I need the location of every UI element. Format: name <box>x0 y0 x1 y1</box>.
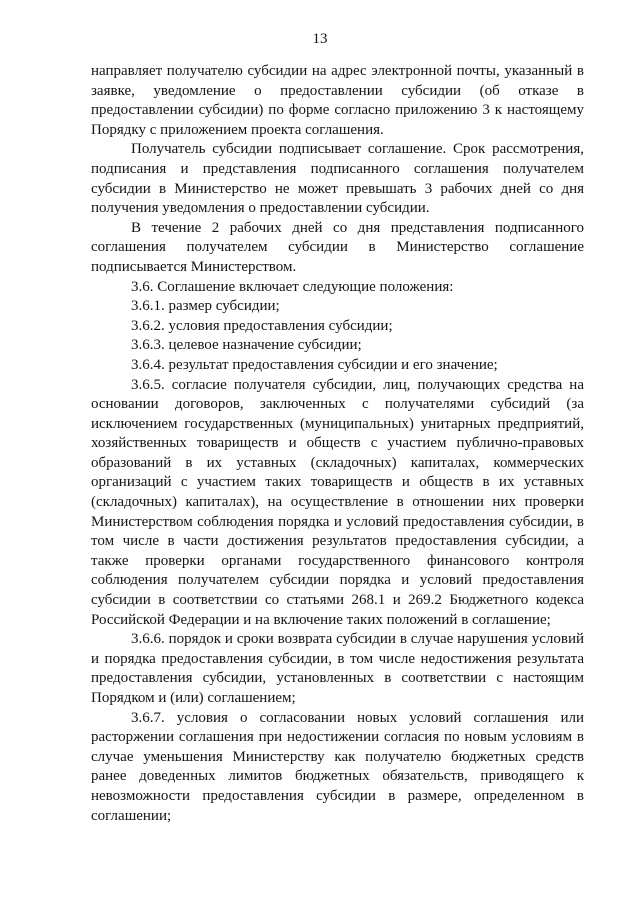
paragraph-3-6-2: 3.6.2. условия предоставления субсидии; <box>131 317 393 334</box>
paragraph-ministry-signing: В течение 2 рабочих дней со дня представления подписанного соглашения получателем субсидии в Министерство соглашение подписывается Министерством. <box>91 219 584 275</box>
page-number: 13 <box>312 31 328 47</box>
paragraph-3-6-4: 3.6.4. результат предоставления субсидии и его значение; <box>131 356 498 373</box>
paragraph-3-6-5: 3.6.5. согласие получателя субсидии, лиц, получающих средства на основании договоров, заключенных с получателями субсидий (за исключением государственных (муниципальных) унитарных предприятий, хозяйственных товариществ и обществ с участием публично-правовых образований в их уставных (складочных) капиталах, коммерческих организаций с участием таких товариществ и обществ в их уставных (складочных) капиталах), на осуществление в отношении них проверки Министерством соблюдения порядка и условий предоставления субсидии, в том числе в части достижения результатов предоставления субсидии, а также проверки органами государственного финансового контроля соблюдения получателем субсидии порядка и условий предоставления субсидии в соответствии со статьями 268.1 и 269.2 Бюджетного кодекса Российской Федерации и на включение таких положений в соглашение; <box>91 376 584 628</box>
paragraph-notification: направляет получателю субсидии на адрес электронной почты, указанный в заявке, уведомление о предоставлении субсидии (об отказе в предоставлении субсидии) по форме согласно приложению 3 к настоящему Порядку с приложением проекта соглашения. <box>91 63 584 138</box>
paragraph-3-6-1: 3.6.1. размер субсидии; <box>131 298 280 315</box>
paragraph-signing-term: Получатель субсидии подписывает соглашение. Срок рассмотрения, подписания и представления подписанного соглашения получателем субсидии в Министерство не может превышать 3 рабочих дней со дня получения уведомления о предоставлении субсидии. <box>91 141 584 217</box>
paragraph-3-6-7: 3.6.7. условия о согласовании новых условий соглашения или расторжении соглашения при недостижении согласия по новым условиям в случае уменьшения Министерству как получателю бюджетных средств ранее доведенных лимитов бюджетных обязательств, приводящего к невозможности предоставления субсидии в размере, определенном в соглашении; <box>91 709 584 824</box>
paragraph-3-6-3: 3.6.3. целевое назначение субсидии; <box>131 337 362 354</box>
paragraph-3-6-6: 3.6.6. порядок и сроки возврата субсидии в случае нарушения условий и порядка предоставления субсидии, в том числе недостижения результата предоставления субсидии, установленных в соответствии с настоящим Порядком и (или) соглашением; <box>91 631 584 706</box>
paragraph-3-6: 3.6. Соглашение включает следующие положения: <box>131 278 454 295</box>
document-body <box>91 62 584 826</box>
